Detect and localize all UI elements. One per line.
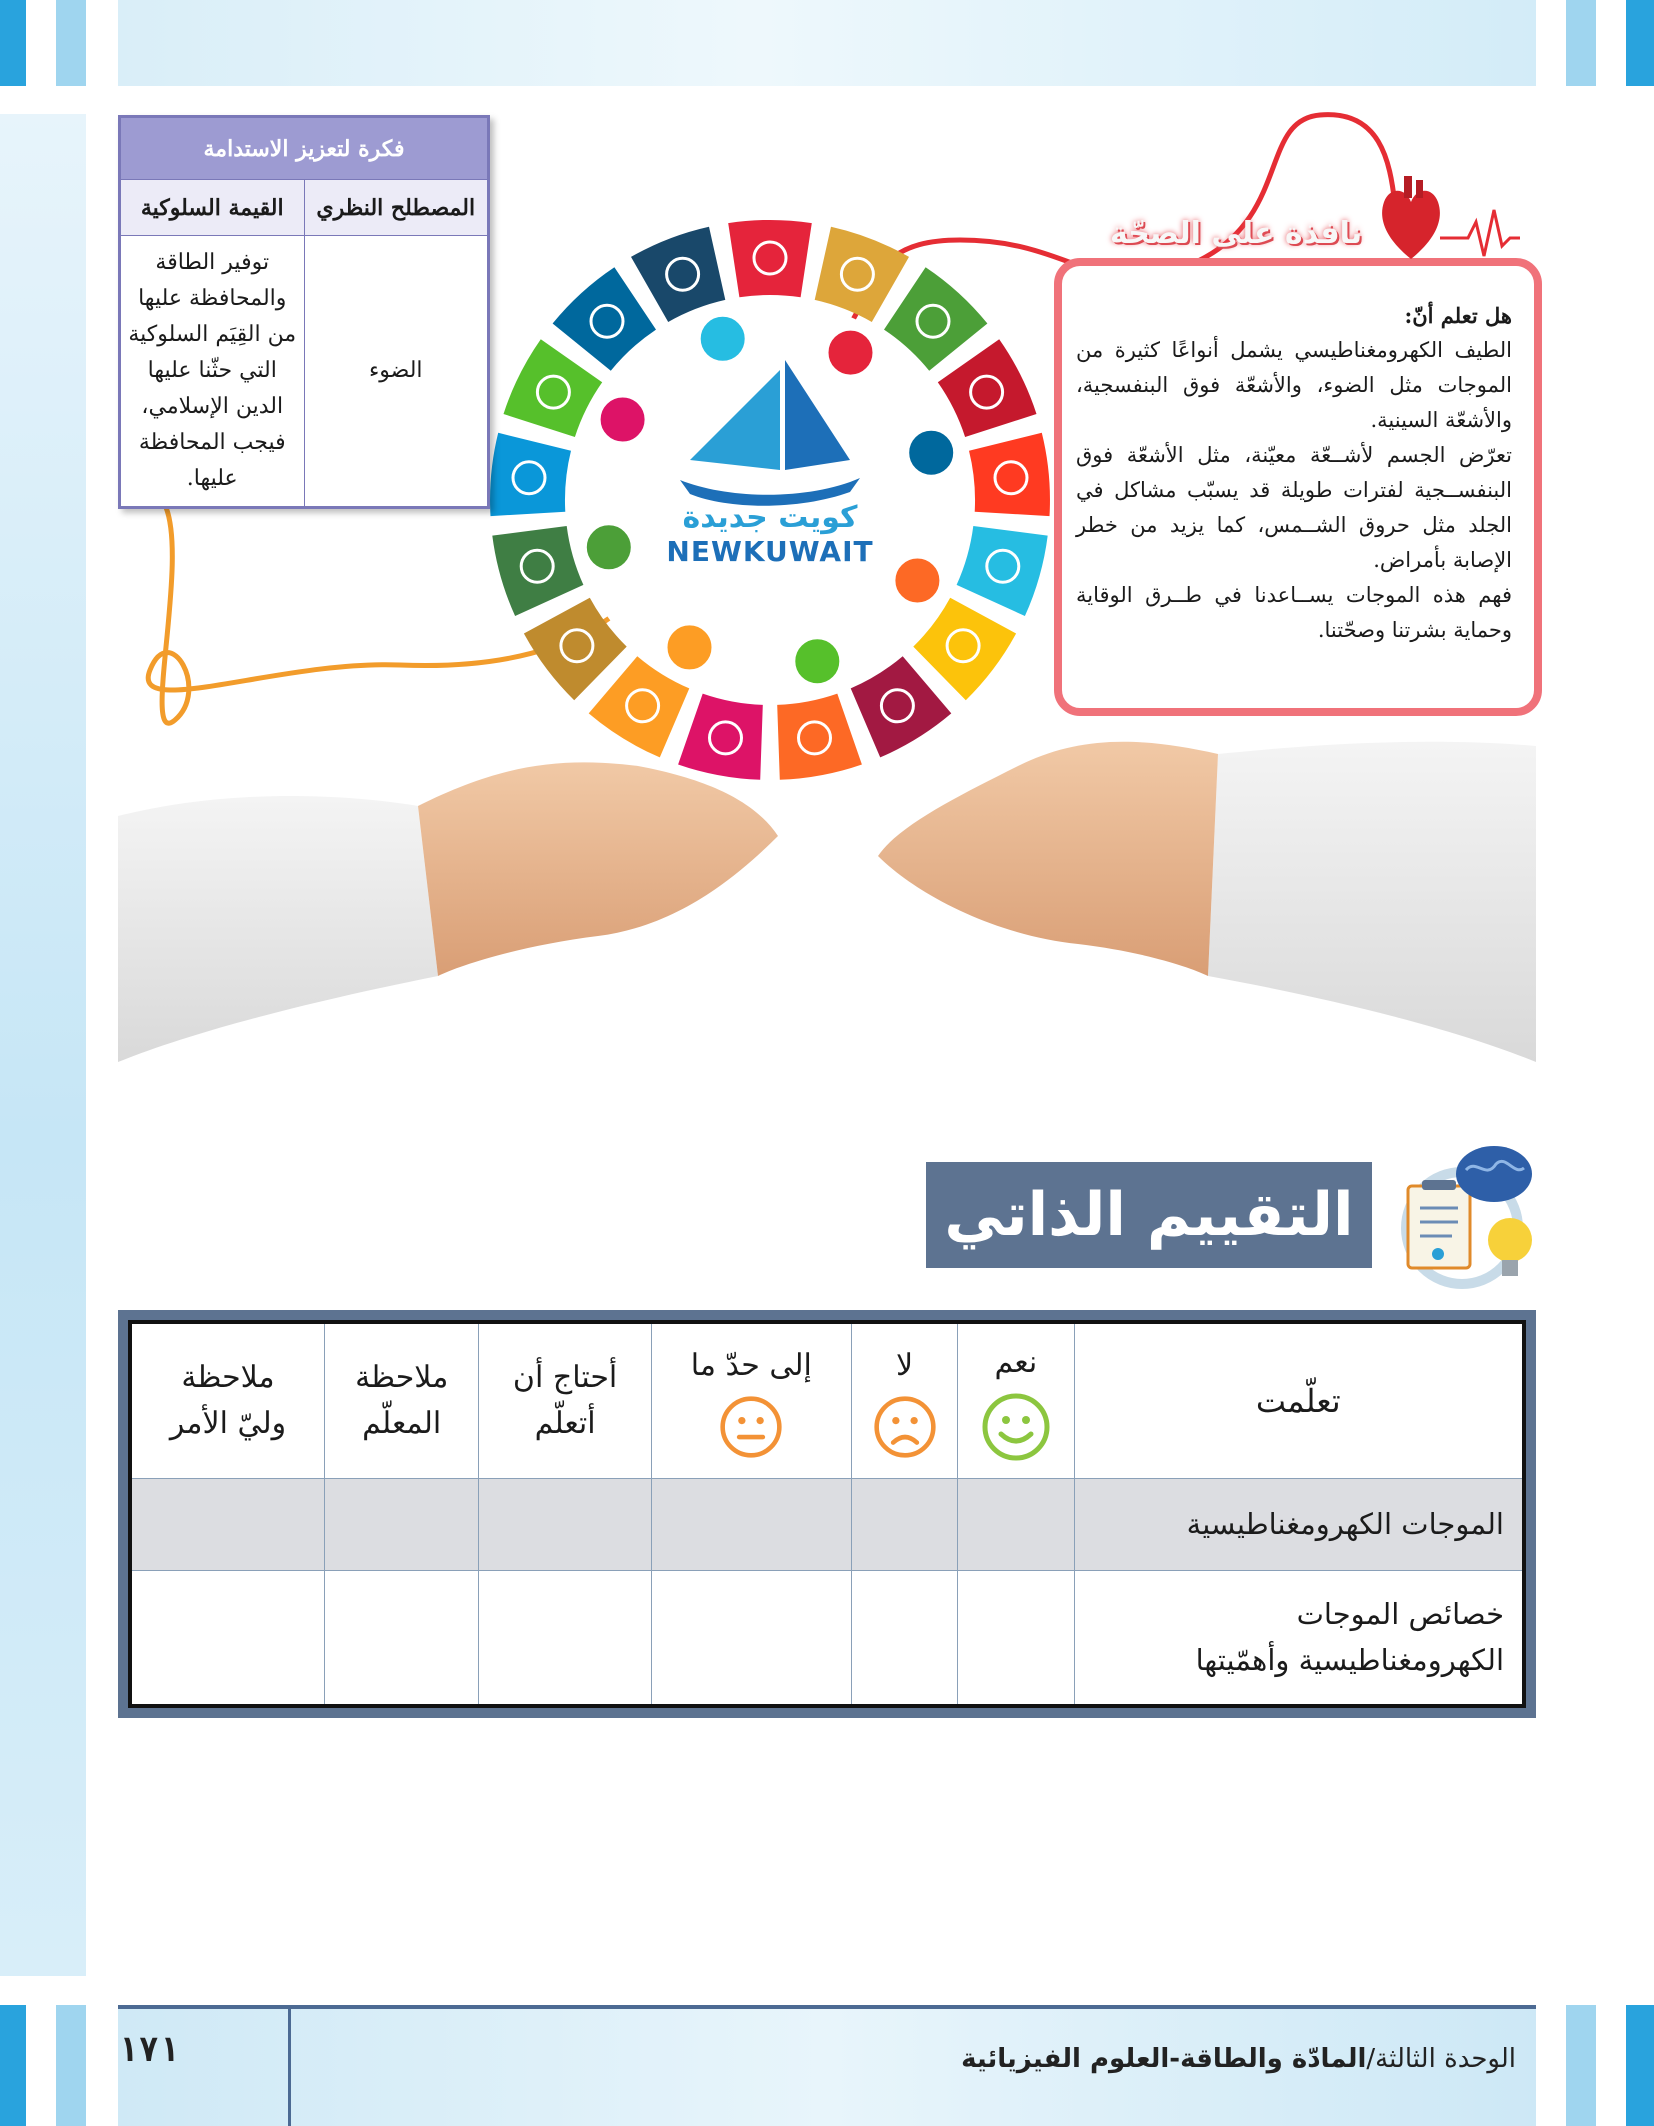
col-parent-line-1: ملاحظة [181,1359,275,1395]
value-line: التي حثّنا عليها [147,358,277,383]
sustainability-title: فكرة لتعزيز الاستدامة [121,118,488,180]
cell-teacher-note[interactable] [325,1478,479,1570]
value-line: من القِيَم السلوكية [128,322,297,347]
sdg-segment [490,433,571,516]
sdg-inner-icon [827,329,875,377]
footer-unit-title [940,2044,1516,2074]
self-assessment-heading: التقييم الذاتي [926,1162,1372,1268]
row-topic [1074,1570,1524,1706]
self-assessment-table [128,1320,1526,1708]
value-line: توفير الطاقة [155,250,270,275]
sdg-inner-icon [699,315,747,363]
col-yes [958,1322,1074,1478]
col-no [851,1322,957,1478]
footer-title: المادّة والطاقة-العلوم الفيزيائية [961,2044,1367,2074]
sustainability-value [121,236,305,507]
sdg-segment [631,227,725,322]
left-sleeve [118,796,438,1062]
col-no-label: لا [895,1347,914,1383]
cell-somewhat[interactable] [651,1570,851,1706]
sdg-inner-icon [599,396,647,444]
cell-somewhat[interactable] [651,1478,851,1570]
value-line: الدين الإسلامي، [141,394,284,419]
happy-face-icon [981,1392,1051,1462]
brain-clipboard-icon [1382,1140,1542,1292]
col-need-line-2: أتعلّم [534,1405,596,1441]
sdg-inner-icon [907,429,955,477]
footer-separator [288,2008,291,2126]
col-need-line-1: أحتاج أن [512,1359,618,1395]
table-row [130,1478,1524,1570]
cell-no[interactable] [851,1570,957,1706]
health-paragraph-1: الطيف الكهرومغناطيسي يشمل أنواعًا كثيرة من الموجات مثل الضوء، والأشعّة فوق البنفسجية، والأشعّة السينية. [1076,338,1512,432]
sdg-segment [728,220,812,297]
col-somewhat-label: إلى حدّ ما [690,1347,812,1383]
value-line: والمحافظة عليها [138,286,287,311]
row-topic [1074,1478,1524,1570]
sustainability-col-term: المصطلح النظري [304,180,488,236]
col-teacher-line-2: المعلّم [362,1405,442,1441]
sustainability-table [120,117,488,507]
col-teacher-line-1: ملاحظة [355,1359,449,1395]
col-learned: تعلّمت [1074,1322,1524,1478]
sdg-inner-icon [666,623,714,671]
sustainability-col-value: القيمة السلوكية [121,180,305,236]
sdg-segment [957,526,1048,616]
cell-yes[interactable] [958,1570,1074,1706]
health-window-title: نافذة على الصحّة [1110,216,1363,251]
cell-need-to-learn[interactable] [479,1478,652,1570]
sdg-segment [969,433,1050,516]
col-yes-label: نعم [994,1344,1038,1380]
sustainability-idea-box [118,115,490,509]
health-paragraph-3: فهم هذه الموجات يســاعدنا في طــرق الوقاية وحماية بشرتنا وصحّتنا. [1076,583,1512,642]
left-hand [418,762,778,976]
self-assessment-frame [118,1310,1536,1718]
bottom-left-stripe-light [56,2005,86,2126]
cell-parent-note[interactable] [130,1478,325,1570]
col-parent-line-2: وليّ الأمر [169,1405,287,1441]
value-line: فيجب المحافظة [138,430,286,455]
topic-line-1: خصائص الموجات [1296,1597,1504,1632]
table-row [130,1570,1524,1706]
health-window-text [1076,298,1512,648]
bottom-right-stripe-dark [1626,2005,1654,2126]
col-teacher-note [325,1322,479,1478]
new-kuwait-logo [660,500,880,568]
sdg-segment [492,526,583,616]
cell-teacher-note[interactable] [325,1570,479,1706]
sdg-segment [777,694,862,780]
sdg-inner-icon [793,637,841,685]
topic-line-2: الكهرومغناطيسية وأهمّيتها [1195,1643,1504,1678]
health-question: هل تعلم أنّ: [1404,303,1512,328]
heartbeat-line [1440,210,1520,256]
topic-line-1: الموجات الكهرومغناطيسية [1186,1507,1504,1542]
col-parent-note [130,1322,325,1478]
col-need-to-learn [479,1322,652,1478]
sdg-segment [815,227,909,322]
logo-arabic-text: كويت جديدة [682,500,858,535]
footer-unit: الوحدة الثالثة/ [1366,2044,1516,2074]
page-number: ١٧١ [118,2030,180,2070]
sdg-inner-icon [893,557,941,605]
cell-need-to-learn[interactable] [479,1570,652,1706]
sustainability-term: الضوء [304,236,488,507]
bottom-right-stripe-light [1566,2005,1596,2126]
cell-parent-note[interactable] [130,1570,325,1706]
cell-yes[interactable] [958,1478,1074,1570]
right-sleeve [1208,742,1536,1062]
bottom-left-stripe-dark [0,2005,26,2126]
sdg-segment [678,694,763,780]
health-paragraph-2: تعرّض الجسم لأشــعّة معيّنة، مثل الأشعّة فوق البنفســجية لفترات طويلة قد يسبّب مشاكل في الجلد مثل حروق الشــمس، كما يزيد من خطر الإصابة بأمراض. [1076,443,1512,572]
logo-english-text: NEWKUWAIT [666,535,874,568]
col-somewhat [651,1322,851,1478]
sad-face-icon [873,1395,937,1459]
heart-icon [1376,174,1446,264]
neutral-face-icon [719,1395,783,1459]
cell-no[interactable] [851,1478,957,1570]
sdg-inner-icon [585,523,633,571]
value-line: عليها. [186,466,238,491]
